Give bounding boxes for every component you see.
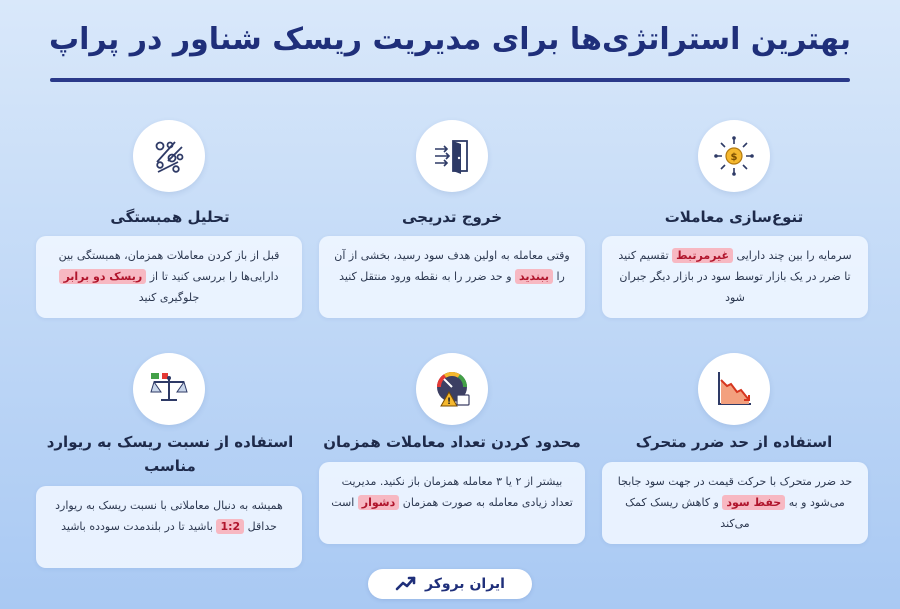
risk-gauge-icon	[416, 353, 488, 425]
card-text: حد ضرر متحرک با حرکت قیمت در جهت سود جابجا می‌شود و به	[617, 475, 853, 509]
card-body-diversification	[602, 236, 868, 318]
card-title-trailing-stop: استفاده از حد ضرر متحرک	[635, 433, 833, 451]
card-text: وقتی معامله به اولین هدف سود رسید، بخشی از آن را	[334, 249, 570, 283]
card-text: جلوگیری کنید	[138, 291, 200, 304]
percent-icon	[133, 120, 205, 192]
card-text: و کاهش ریسک کمک می‌کند	[625, 496, 750, 530]
card-highlight: ببندید	[515, 269, 553, 284]
declining-chart-icon	[698, 353, 770, 425]
svg-text:$: $	[730, 152, 738, 163]
card-title-diversification: تنوع‌سازی معاملات	[664, 208, 804, 226]
balance-scale-icon	[133, 353, 205, 425]
page-title: بهترین استراتژی‌ها برای مدیریت ریسک شناور در پراپ	[48, 22, 852, 57]
card-text: است	[331, 496, 355, 509]
card-body-correlation	[36, 236, 302, 318]
card-text: همیشه به دنبال معاملاتی با نسبت ریسک به ریوارد حداقل	[55, 499, 283, 533]
card-highlight: ریسک دو برابر	[59, 269, 146, 284]
brand-logo	[368, 569, 532, 599]
card-body-risk-reward	[36, 486, 302, 568]
card-highlight: 1:2	[216, 519, 244, 534]
card-highlight: دشوار	[358, 495, 399, 510]
card-text: تقسیم کنید تا ضرر در یک بازار توسط سود در بازار دیگر جبران شود	[618, 249, 851, 304]
card-title-risk-reward: استفاده از نسبت ریسک به ریوارد مناسب	[46, 433, 294, 475]
card-text: سرمایه را بین چند دارایی	[736, 249, 852, 262]
card-body-limit-trades	[319, 462, 585, 544]
card-body-gradual-exit	[319, 236, 585, 318]
diversification-icon	[698, 120, 770, 192]
card-highlight: حفظ سود	[722, 495, 785, 510]
title-underline	[50, 78, 850, 82]
card-body-trailing-stop	[602, 462, 868, 544]
exit-door-icon	[416, 120, 488, 192]
card-highlight: غیرمرتبط	[672, 248, 733, 263]
card-text: باشید تا در بلندمدت سودده باشید	[61, 520, 213, 533]
card-text: قبل از باز کردن معاملات همزمان، همبستگی بین دارایی‌ها را بررسی کنید تا از	[58, 249, 280, 283]
card-text: بیشتر از ۲ یا ۳ معامله همزمان باز نکنید. مدیریت تعداد زیادی معامله به صورت همزمان	[341, 475, 573, 509]
card-title-limit-trades: محدود کردن تعداد معاملات همزمان	[323, 433, 581, 451]
ascending-chart-logo-icon	[395, 575, 417, 593]
card-title-correlation: تحلیل همبستگی	[110, 208, 230, 226]
brand-logo-text: ایران بروکر	[425, 576, 505, 592]
svg-text:!: !	[446, 397, 452, 407]
card-text: و حد ضرر را به نقطه ورود منتقل کنید	[339, 270, 512, 283]
card-title-gradual-exit: خروج تدریجی	[401, 208, 503, 226]
